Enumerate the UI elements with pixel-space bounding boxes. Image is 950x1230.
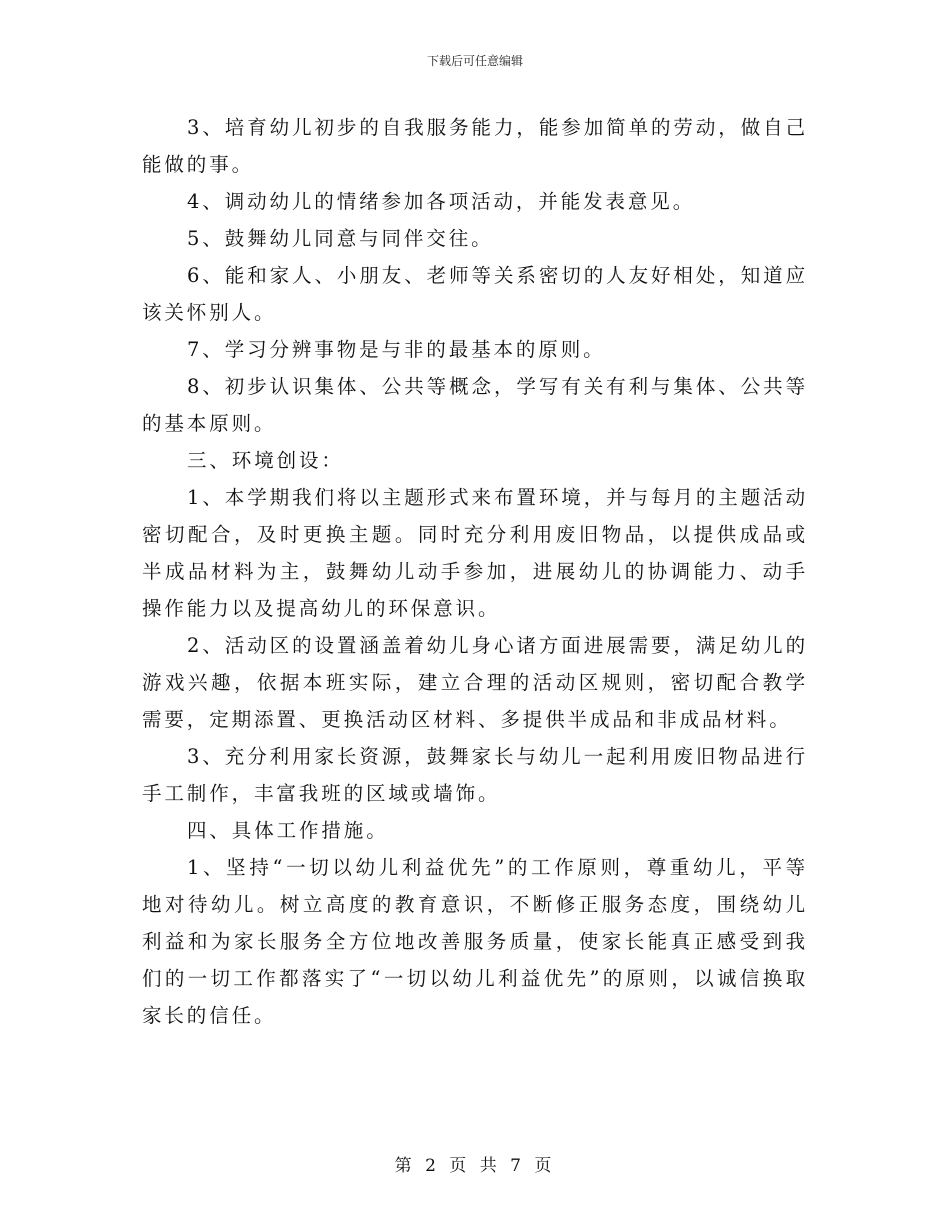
- paragraph-goal-5: 5、鼓舞幼儿同意与同伴交往。: [187, 227, 494, 250]
- paragraph-environment-2: 2、活动区的设置涵盖着幼儿身心诸方面进展需要，满足幼儿的游戏兴趣，依据本班实际，建立合理的活动区规则，密切配合教学需要，定期添置、更换活动区材料、多提供半成品和非成品材料。: [142, 634, 808, 731]
- document-body: [142, 109, 808, 1034]
- page-number-footer: 第 2 页 共 7 页: [394, 1156, 556, 1176]
- page-header: 下载后可任意编辑: [426, 54, 523, 68]
- paragraph-environment-3: 3、充分利用家长资源，鼓舞家长与幼儿一起利用废旧物品进行手工制作，丰富我班的区域或墙饰。: [142, 745, 808, 805]
- section-heading-measures: 四、具体工作措施。: [187, 819, 389, 842]
- paragraph-goal-4: 4、调动幼儿的情绪参加各项活动，并能发表意见。: [187, 190, 696, 213]
- paragraph-goal-7: 7、学习分辨事物是与非的最基本的原则。: [187, 338, 606, 361]
- paragraph-goal-3: 3、培育幼儿初步的自我服务能力，能参加简单的劳动，做自己能做的事。: [142, 116, 808, 176]
- paragraph-goal-8: 8、初步认识集体、公共等概念，学写有关有利与集体、公共等的基本原则。: [142, 375, 808, 435]
- paragraph-environment-1: 1、本学期我们将以主题形式来布置环境，并与每月的主题活动密切配合，及时更换主题。同时充分利用废旧物品，以提供成品或半成品材料为主，鼓舞幼儿动手参加，进展幼儿的协调能力、动手操作能力以及提高幼儿的环保意识。: [142, 486, 808, 620]
- section-heading-environment: 三、环境创设：: [187, 449, 344, 472]
- paragraph-goal-6: 6、能和家人、小朋友、老师等关系密切的人友好相处，知道应该关怀别人。: [142, 264, 808, 324]
- paragraph-measures-1: 1、坚持“一切以幼儿利益优先”的工作原则，尊重幼儿，平等地对待幼儿。树立高度的教育意识，不断修正服务态度，围绕幼儿利益和为家长服务全方位地改善服务质量，使家长能真正感受到我们的一切工作都落实了“一切以幼儿利益优先”的原则，以诚信换取家长的信任。: [142, 856, 808, 1027]
